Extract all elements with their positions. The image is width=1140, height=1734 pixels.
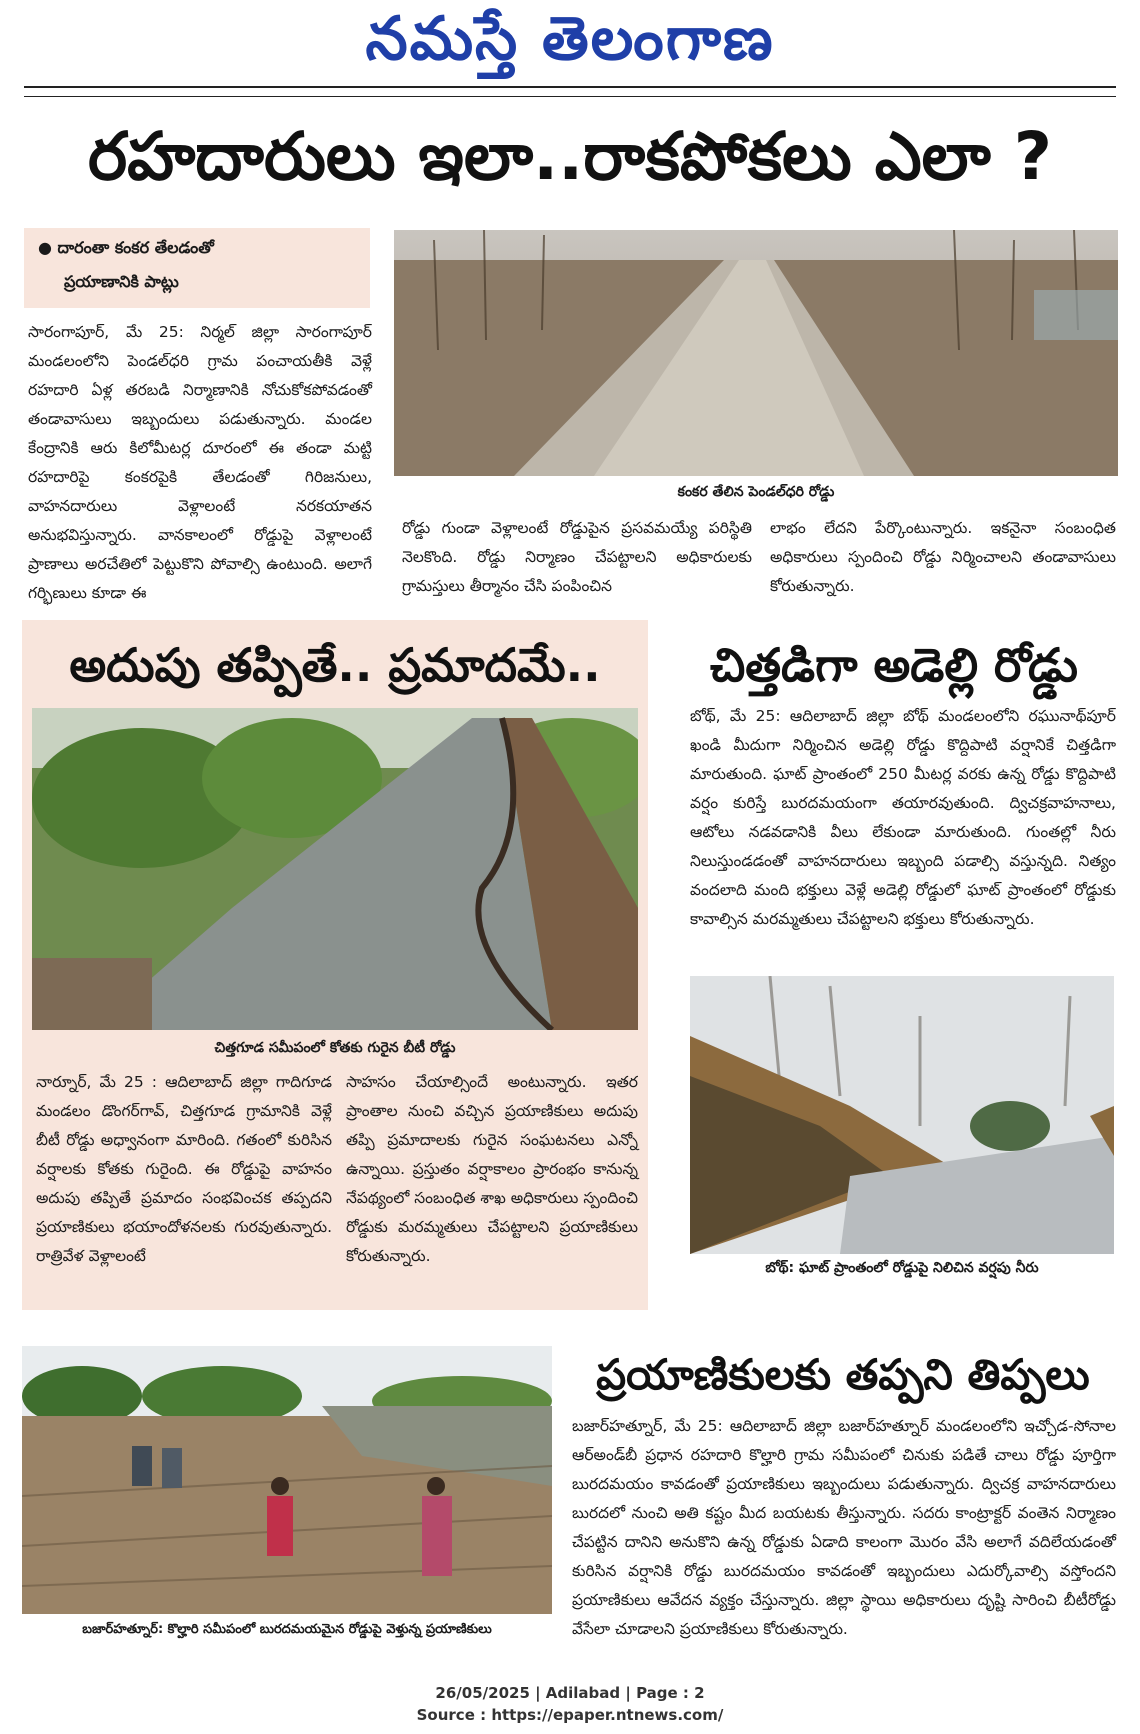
story1-headline: రహదారులు ఇలా..రాకపోకలు ఎలా ? <box>87 118 1052 195</box>
masthead-rule-top <box>24 86 1116 88</box>
story1-column-2: రోడ్డు గుండా వెళ్లాలంటే రోడ్డుపైన ప్రసవమయ్యే పరిస్థితి నెలకొంది. రోడ్డు నిర్మాణం చేపట్టాలని అధికారులకు గ్రామస్తులు తీర్మానం చేసి పంపించిన <box>402 519 752 595</box>
story2-column-2: సాహసం చేయాల్సిందే అంటున్నారు. ఇతర ప్రాంతాల నుంచి వచ్చిన ప్రయాణికులు అదుపు తప్పి ప్రమాదాలకు గురైన సంఘటనలు ఎన్నో ఉన్నాయి. ప్రస్తుతం వర్షాకాలం ప్రారంభం కానున్న నేపథ్యంలో సంబంధిత శాఖ అధికారులు స్పందించి రోడ్డుకు మరమ్మతులు చేపట్టాలని ప్రయాణికులు కోరుతున్నారు. <box>346 1073 638 1265</box>
footer-source-link[interactable]: Source : https://epaper.ntnews.com/ <box>416 1706 724 1724</box>
story1-photo-svg <box>394 230 1118 476</box>
story1-photo-caption: కంకర తేలిన పెండల్‌ధరి రోడ్డు <box>677 484 835 500</box>
story1-photo-gravel-road <box>394 230 1118 476</box>
story3-photo-caption: బోథ్: ఘాట్ ప్రాంతంలో రోడ్డుపై నిలిచిన వర్షపు నీరు <box>765 1260 1039 1276</box>
story3-photo-wet-ghat-road <box>690 976 1114 1254</box>
footer-date-edition: 26/05/2025 | Adilabad | Page : 2 <box>435 1684 705 1702</box>
story3-headline: చిత్తడిగా అడెల్లి రోడ్డు <box>710 638 1078 692</box>
story4-photo-muddy-road <box>22 1346 552 1614</box>
story3-body: బోథ్, మే 25: ఆదిలాబాద్ జిల్లా బోథ్ మండలంలోని రఘునాథ్‌పూర్ ఖండి మీదుగా నిర్మించిన అడెల్లి రోడ్డు కొద్దిపాటి వర్షానికే చిత్తడిగా మారుతుంది. ఘాట్ ప్రాంతంలో 250 మీటర్ల వరకు ఉన్న రోడ్డు కొద్దిపాటి వర్షం కురిస్తే బురదమయంగా తయారవుతుంది. ద్విచక్రవాహనాలు, ఆటోలు నడవడానికి వీలు లేకుండా మారుతుంది. గుంతల్లో నీరు నిలుస్తుండడంతో వాహనదారులు ఇబ్బంది పడాల్సి వస్తున్నది. నిత్యం వందలాది మంది భక్తులు వెళ్లే అడెల్లి రోడ్డులో ఘాట్ ప్రాంతంలో రోడ్డుకు కావాల్సిన మరమ్మతులు చేపట్టాలని భక్తులు కోరుతున్నారు. <box>690 707 1116 928</box>
story1-column-1: సారంగాపూర్, మే 25: నిర్మల్ జిల్లా సారంగాపూర్ మండలంలోని పెండల్‌ధరి గ్రామ పంచాయతీకి వెళ్లే రహదారి ఏళ్ల తరబడి నిర్మాణానికి నోచుకోకపోవడంతో తండావాసులు ఇబ్బందులు పడుతున్నారు. మండల కేంద్రానికి ఆరు కిలోమీటర్ల దూరంలో ఈ తండా మట్టి రహదారిపై కంకరపైకి తేలడంతో గిరిజనులు, వాహనదారులు వెళ్లాలంటే నరకయాతన అనుభవిస్తున్నారు. వానకాలంలో రోడ్డుపై వెళ్లాలంటే ప్రాణాలు అరచేతిలో పెట్టుకొని పోవాల్సి ఉంటుంది. అలాగే గర్భిణులు కూడా ఈ <box>28 323 372 602</box>
story2-photo-svg <box>32 708 638 1030</box>
story2-column-1: నార్నూర్, మే 25 : ఆదిలాబాద్ జిల్లా గాదిగూడ మండలం డొంగర్‌గావ్, చిత్తగూడ గ్రామానికి వెళ్లే బీటీ రోడ్డు అధ్వానంగా మారింది. గతంలో కురిసిన వర్షాలకు కోతకు గురైంది. ఈ రోడ్డుపై వాహనం అదుపు తప్పితే ప్రమాదం సంభవించక తప్పదని ప్రయాణికులు భయాందోళనలకు గురవుతున్నారు. రాత్రివేళ వెళ్లాలంటే <box>36 1073 332 1265</box>
story1-bullet-line1: ● దారంతా కంకర తేలడంతో <box>38 238 214 257</box>
story4-headline: ప్రయాణికులకు తప్పని తిప్పలు <box>596 1350 1090 1399</box>
story1-bullet-line2: ప్రయాణానికి పాట్లు <box>64 272 179 291</box>
masthead-rule-bottom <box>24 96 1116 97</box>
story2-photo-damaged-road <box>32 708 638 1030</box>
story2-photo-caption: చిత్తగూడ సమీపంలో కోతకు గురైన బీటీ రోడ్డు <box>214 1040 456 1056</box>
story2-headline: అదుపు తప్పితే.. ప్రమాదమే.. <box>69 638 601 692</box>
story4-photo-svg <box>22 1346 552 1614</box>
story4-body: బజార్‌హత్నూర్, మే 25: ఆదిలాబాద్ జిల్లా బజార్‌హత్నూర్ మండలంలోని ఇచ్చోడ-సోనాల ఆర్అండ్‌బీ ప్రధాన రహదారి కొల్హారి గ్రామ సమీపంలో చినుకు పడితే చాలు రోడ్డు పూర్తిగా బురదమయం కావడంతో ప్రయాణికులు ఇబ్బందులు పడుతున్నారు. ద్విచక్ర వాహనదారులు బురదలో నుంచి అతి కష్టం మీద బయటకు తీస్తున్నారు. సదరు కాంట్రాక్టర్ వంతెన నిర్మాణం చేపట్టిన దానిని అనుకొని ఉన్న రోడ్డుకు ఏడాది కాలంగా మొరం వేసి అలాగే వదిలేయడంతో కురిసిన వర్షానికి రోడ్డు బురదమయం కావడంతో ఇబ్బందులు ఎదుర్కోవాల్సి వస్తోందని ప్రయాణికులు ఆవేదన వ్యక్తం చేస్తున్నారు. జిల్లా స్థాయి అధికారులు దృష్టి సారించి బీటీరోడ్డు వేసేలా చూడాలని ప్రయాణికులు కోరుతున్నారు. <box>572 1417 1116 1638</box>
story1-column-3: లాభం లేదని పేర్కొంటున్నారు. ఇకనైనా సంబంధిత అధికారులు స్పందించి రోడ్డు నిర్మించాలని తండావాసులు కోరుతున్నారు. <box>770 519 1116 595</box>
story3-photo-svg <box>690 976 1114 1254</box>
masthead-logo: నమస్తే తెలంగాణ <box>365 4 775 74</box>
story4-photo-caption: బజార్‌హత్నూర్: కొల్హారి సమీపంలో బురదమయమైన రోడ్డుపై వెళ్తున్న ప్రయాణికులు <box>82 1622 492 1637</box>
story1-bullet-box <box>24 228 370 308</box>
